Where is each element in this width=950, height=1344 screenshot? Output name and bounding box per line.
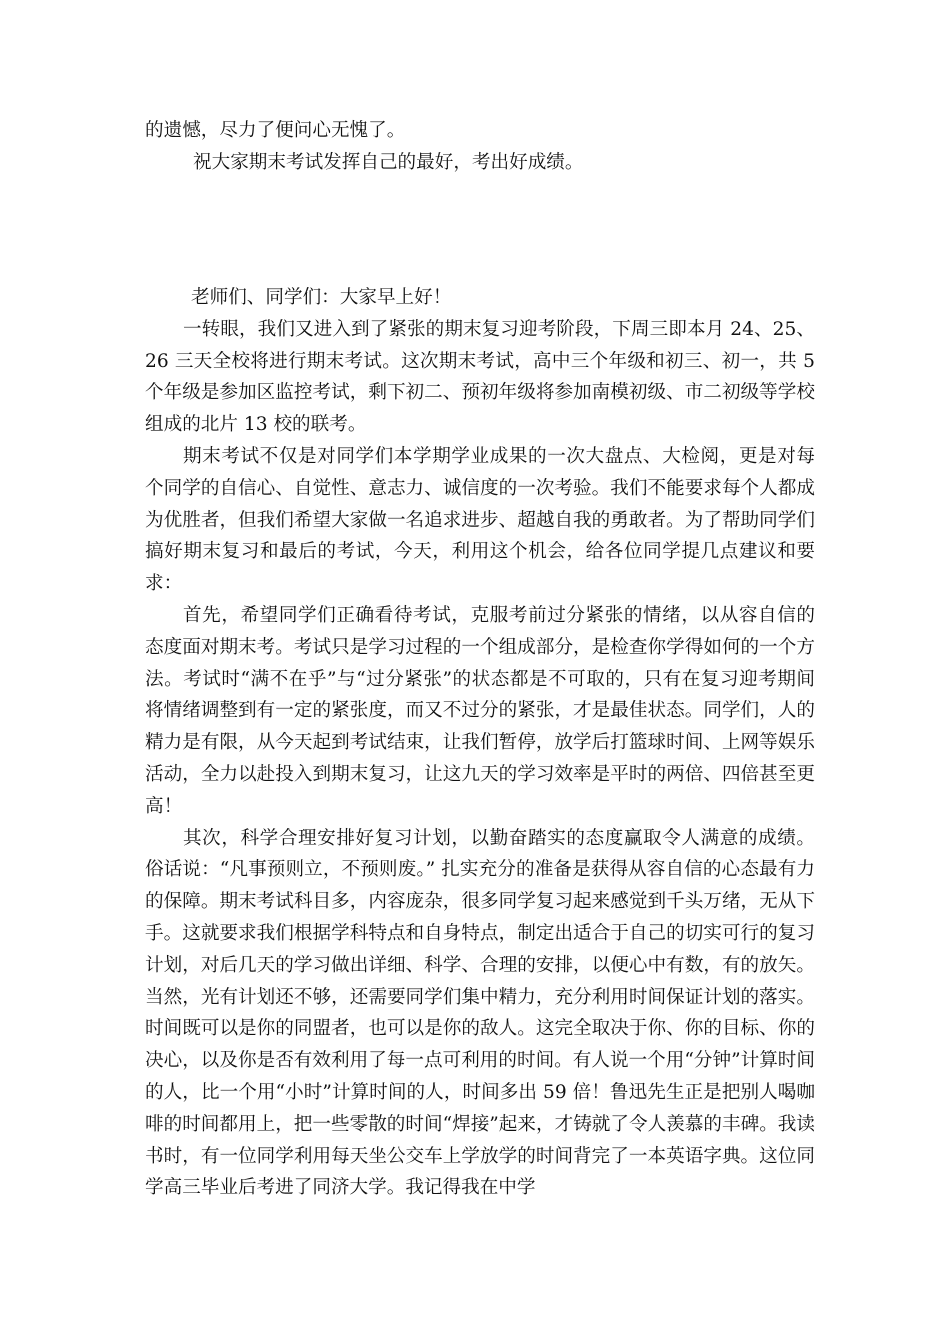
speech-paragraph-1: 一转眼，我们又进入到了紧张的期末复习迎考阶段，下周三即本月 24、25、26 三天全校将进行期末考试。这次期末考试，高中三个年级和初三、初一，共 5 个年级是参加区监控考试，剩下初二、预初年级将参加南模初级、市二初级等学校组成的北片 13 校的联考。 [145, 318, 815, 436]
speech-paragraph-4: 其次，科学合理安排好复习计划，以勤奋踏实的态度赢取令人满意的成绩。俗话说：“凡事预则立，不预则废。” 扎实充分的准备是获得从容自信的心态最有力的保障。期末考试科目多，内容庞杂，很多同学复习起来感觉到千头万绪，无从下手。这就要求我们根据学科特点和自身特点，制定出适合于自己的切实可行的复习计划，对后几天的学习做出详细、科学、合理的安排，以便心中有数，有的放矢。当然，光有计划还不够，还需要同学们集中精力，充分利用时间保证计划的落实。时间既可以是你的同盟者，也可以是你的敌人。这完全取决于你、你的目标、你的决心，以及你是否有效利用了每一点可利用的时间。有人说一个用“分钟”计算时间的人，比一个用“小时”计算时间的人，时间多出 59 倍！鲁迅先生正是把别人喝咖啡的时间都用上，把一些零散的时间“焊接”起来，才铸就了令人羡慕的丰碑。我读书时，有一位同学利用每天坐公交车上学放学的时间背完了一本英语字典。这位同学高三毕业后考进了同济大学。我记得我在中学 [145, 827, 815, 1199]
closing-wish: 祝大家期末考试发挥自己的最好，考出好成绩。 [193, 151, 584, 173]
speech-section [145, 282, 815, 1204]
speech-paragraph-2: 期末考试不仅是对同学们本学期学业成果的一次大盘点、大检阅，更是对每个同学的自信心、自觉性、意志力、诚信度的一次考验。我们不能要求每个人都成为优胜者，但我们希望大家做一名追求进步、超越自我的勇敢者。为了帮助同学们搞好期末复习和最后的考试，今天，利用这个机会，给各位同学提几点建议和要求： [145, 445, 815, 595]
previous-section-ending [145, 115, 815, 179]
speech-greeting: 老师们、同学们：大家早上好！ [191, 287, 452, 308]
speech-paragraph-3: 首先，希望同学们正确看待考试，克服考前过分紧张的情绪，以从容自信的态度面对期末考。考试只是学习过程的一个组成部分，是检查你学得如何的一个方法。考试时“满不在乎”与“过分紧张”的状态都是不可取的，只有在复习迎考期间将情绪调整到有一定的紧张度，而又不过分的紧张，才是最佳状态。同学们，人的精力是有限，从今天起到考试结束，让我们暂停，放学后打篮球时间、上网等娱乐活动，全力以赴投入到期末复习，让这九天的学习效率是平时的两倍、四倍甚至更高！ [145, 604, 815, 817]
closing-sentence: 的遗憾，尽力了便问心无愧了。 [145, 120, 406, 141]
